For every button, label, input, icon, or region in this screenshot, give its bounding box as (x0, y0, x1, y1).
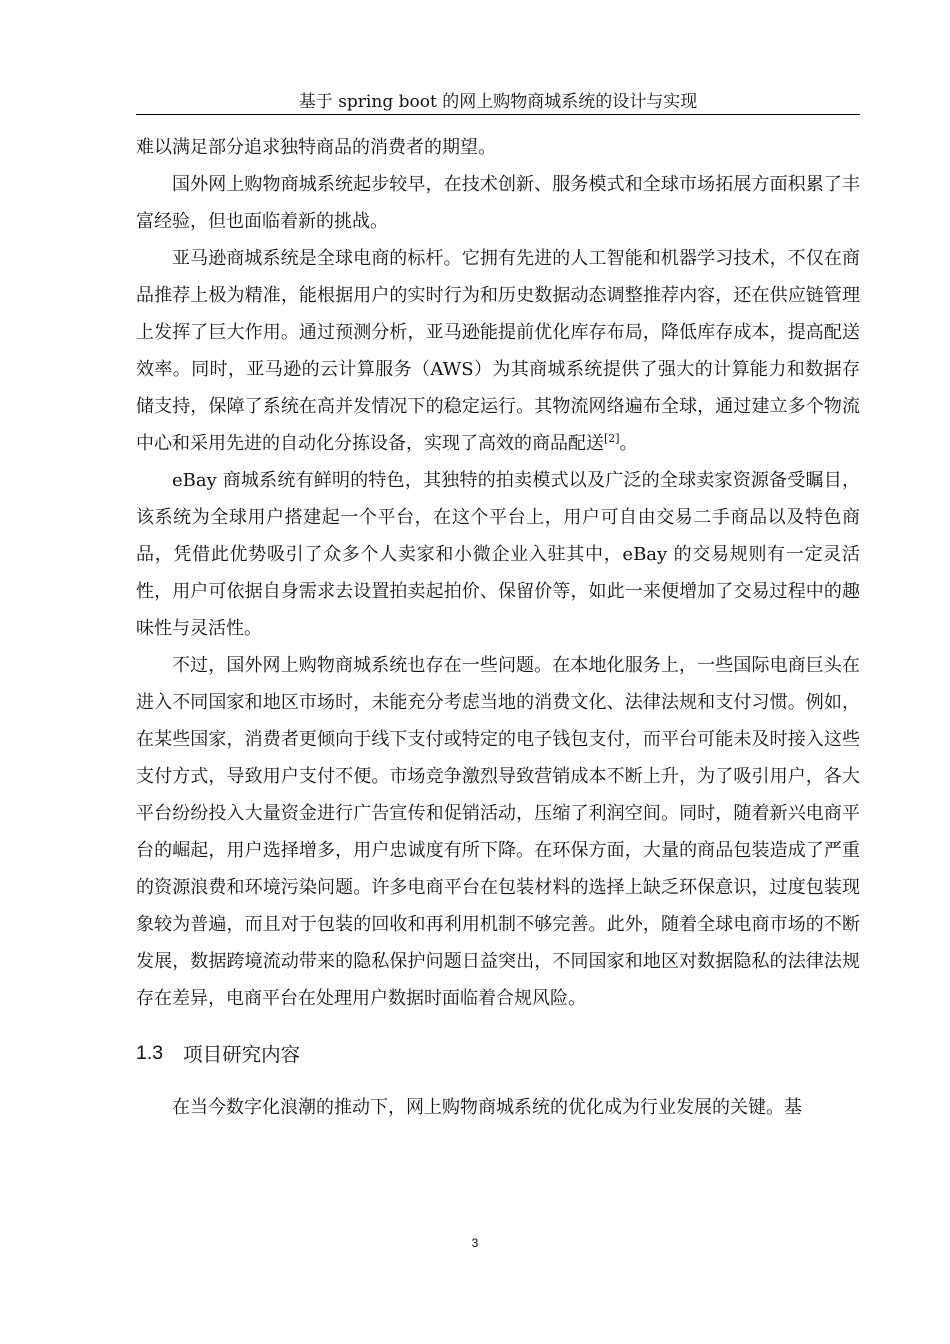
header-divider (136, 114, 860, 115)
section-heading (136, 1017, 860, 1089)
paragraph-continuation: 难以满足部分追求独特商品的消费者的期望。 (136, 137, 496, 158)
paragraph-problems: 不过，国外网上购物商城系统也存在一些问题。在本地化服务上，一些国际电商巨头在进入不同国家和地区市场时，未能充分考虑当地的消费文化、法律法规和支付习惯。例如，在某些国家，消费者更倾向于线下支付或特定的电子钱包支付，而平台可能未及时接入这些支付方式，导致用户支付不便。市场竞争激烈导致营销成本不断上升，为了吸引用户，各大平台纷纷投入大量资金进行广告宣传和促销活动，压缩了利润空间。同时，随着新兴电商平台的崛起，用户选择增多，用户忠诚度有所下降。在环保方面，大量的商品包装造成了严重的资源浪费和环境污染问题。许多电商平台在包装材料的选择上缺乏环保意识，过度包装现象较为普遍，而且对于包装的回收和再利用机制不够完善。此外，随着全球电商市场的不断发展，数据跨境流动带来的隐私保护问题日益突出，不同国家和地区对数据隐私的法律法规存在差异，电商平台在处理用户数据时面临着合规风险。 (136, 655, 860, 1009)
citation-reference: [2] (604, 432, 620, 445)
page-body (136, 129, 860, 1126)
paragraph-foreign-overview: 国外网上购物商城系统起步较早，在技术创新、服务模式和全球市场拓展方面积累了丰富经验，但也面临着新的挑战。 (136, 174, 860, 232)
amazon-paragraph-end: 。 (619, 433, 638, 454)
section-number: 1.3 (136, 1041, 164, 1064)
paragraph-ebay: eBay 商城系统有鲜明的特色，其独特的拍卖模式以及广泛的全球卖家资源备受瞩目，该系统为全球用户搭建起一个平台，在这个平台上，用户可自由交易二手商品以及特色商品，凭借此优势吸引了众多个人卖家和小微企业入驻其中，eBay 的交易规则有一定灵活性，用户可依据自身需求去设置拍卖起拍价、保留价等，如此一来便增加了交易过程中的趣味性与灵活性。 (136, 470, 860, 639)
paragraph-amazon (136, 240, 860, 462)
paragraph-section-intro: 在当今数字化浪潮的推动下，网上购物商城系统的优化成为行业发展的关键。基 (172, 1097, 802, 1118)
amazon-paragraph-text: 亚马逊商城系统是全球电商的标杆。它拥有先进的人工智能和机器学习技术，不仅在商品推荐上极为精准，能根据用户的实时行为和历史数据动态调整推荐内容，还在供应链管理上发挥了巨大作用。通过预测分析，亚马逊能提前优化库存布局，降低库存成本，提高配送效率。同时，亚马逊的云计算服务（AWS）为其商城系统提供了强大的计算能力和数据存储支持，保障了系统在高并发情况下的稳定运行。其物流网络遍布全球，通过建立多个物流中心和采用先进的自动化分拣设备，实现了高效的商品配送 (136, 248, 860, 454)
running-header: 基于 spring boot 的网上购物商城系统的设计与实现 (298, 92, 698, 112)
page-number: 3 (471, 1236, 479, 1250)
section-title: 项目研究内容 (183, 1043, 301, 1066)
